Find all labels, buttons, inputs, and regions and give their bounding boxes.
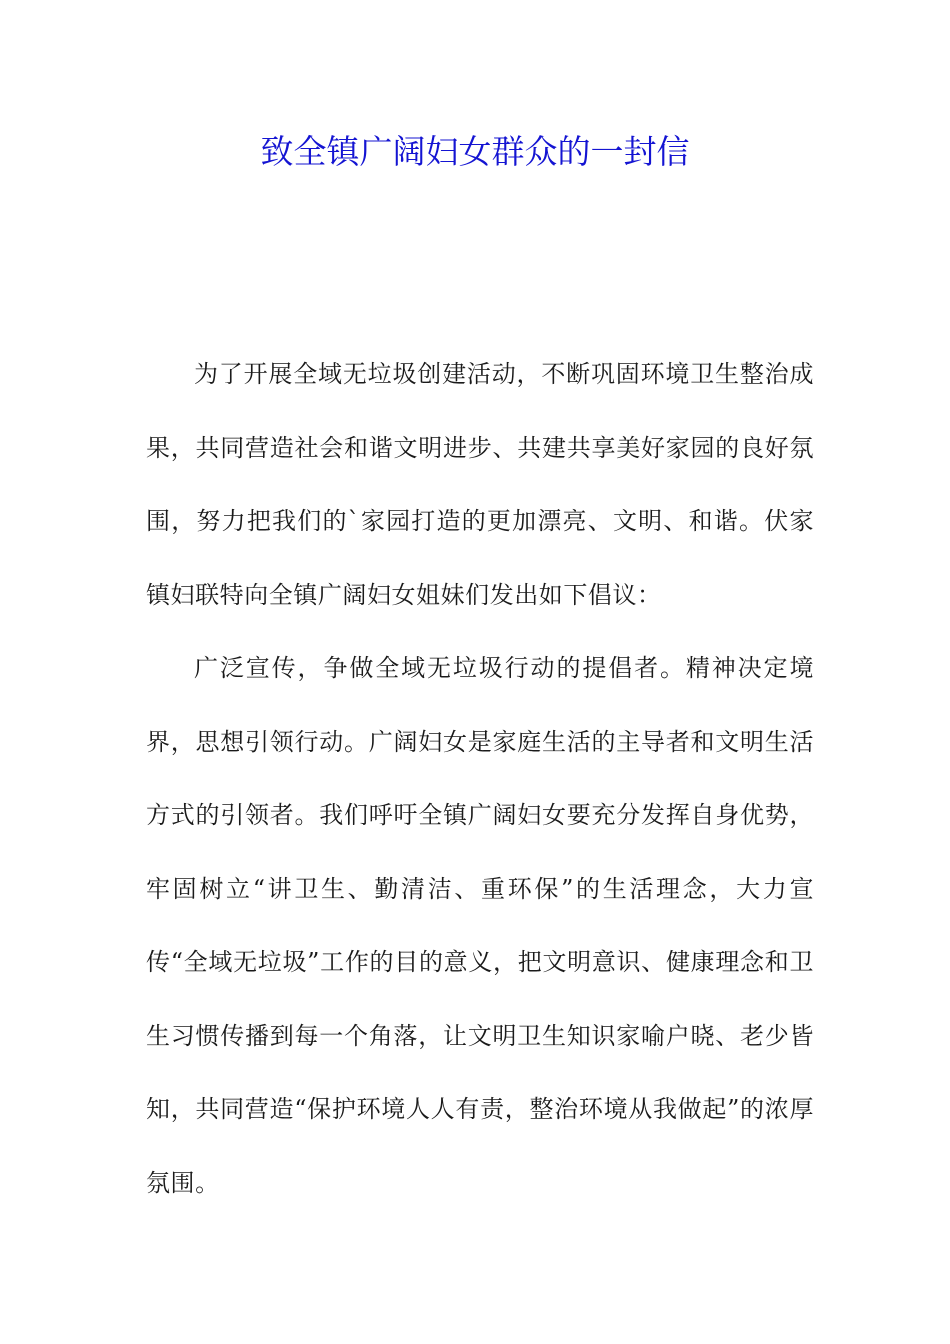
- document-body: [146, 338, 814, 1220]
- paragraph-intro: 为了开展全域无垃圾创建活动，不断巩固环境卫生整治成果，共同营造社会和谐文明进步、共建共享美好家园的良好氛围，努力把我们的`家园打造的更加漂亮、文明、和谐。伏家镇妇联特向全镇广阔妇女姐妹们发出如下倡议：: [146, 360, 814, 609]
- paragraph-publicity: 广泛宣传，争做全域无垃圾行动的提倡者。精神决定境界，思想引领行动。广阔妇女是家庭生活的主导者和文明生活方式的引领者。我们呼吁全镇广阔妇女要充分发挥自身优势，牢固树立“讲卫生、勤清洁、重环保”的生活理念，大力宣传“全域无垃圾”工作的目的意义，把文明意识、健康理念和卫生习惯传播到每一个角落，让文明卫生知识家喻户晓、老少皆知，共同营造“保护环境人人有责，整治环境从我做起”的浓厚氛围。: [146, 654, 814, 1197]
- document-title: 致全镇广阔妇女群众的一封信: [260, 132, 690, 171]
